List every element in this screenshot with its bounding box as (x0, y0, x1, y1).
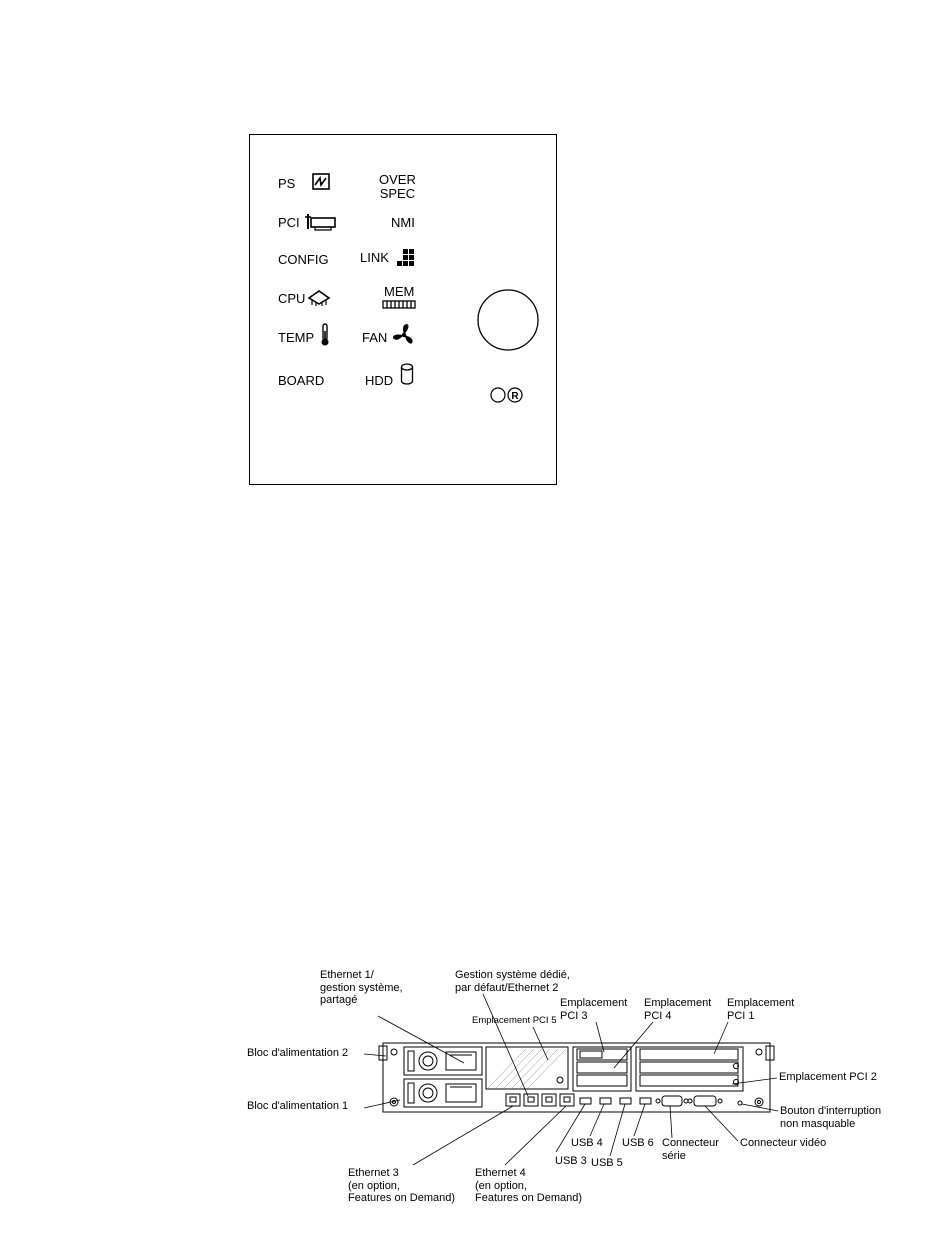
label-board: BOARD (278, 373, 325, 388)
callout-pci-4 (644, 997, 711, 1022)
pci-slot-1 (640, 1049, 738, 1060)
callout-power-supply-2: Bloc d'alimentation 2 (247, 1047, 349, 1059)
power-supply-2 (404, 1047, 482, 1075)
callout-gestion-line2: par défaut/Ethernet 2 (455, 981, 559, 994)
pci-slot-5 (486, 1047, 568, 1089)
callout-video-connector: Connecteur vidéo (740, 1137, 827, 1149)
callout-pci-3-line2: PCI 3 (560, 1009, 588, 1022)
label-config: CONFIG (278, 252, 329, 267)
callout-ethernet-1-line3: partagé (320, 994, 358, 1006)
leader-video (705, 1106, 738, 1141)
pci-card-icon (304, 213, 338, 231)
diagnostics-panel (249, 134, 557, 485)
ethernet-4-port (560, 1094, 574, 1106)
callout-serial-line1: Connecteur (662, 1137, 719, 1149)
pci-slot-4 (577, 1062, 627, 1073)
callout-power-supply-1: Bloc d'alimentation 1 (247, 1100, 349, 1112)
svg-text:R: R (511, 391, 519, 402)
callout-serial-connector (662, 1137, 719, 1162)
leader-psu2 (364, 1054, 386, 1056)
pci-slot-3 (577, 1049, 627, 1060)
reminder-led-icon (490, 385, 526, 405)
leader-pci4 (614, 1022, 653, 1068)
callout-pci-4-line2: PCI 4 (644, 1009, 672, 1022)
label-ps: PS (278, 176, 296, 191)
leader-pci5 (533, 1027, 548, 1060)
callout-pci-2: Emplacement PCI 2 (779, 1071, 877, 1083)
nmi-button (738, 1101, 742, 1105)
callout-pci-5: Emplacement PCI 5 (472, 1015, 557, 1026)
leader-serial (670, 1106, 672, 1138)
label-fan: FAN (362, 330, 388, 345)
callout-ethernet-4-line2: (en option, (475, 1179, 527, 1192)
callout-usb-5: USB 5 (591, 1157, 623, 1169)
network-link-icon (396, 248, 416, 268)
callout-serial-line2: série (662, 1149, 686, 1162)
callout-ethernet-4-line1: Ethernet 4 (475, 1167, 526, 1179)
label-link: LINK (360, 250, 389, 265)
hard-drive-icon (400, 363, 414, 385)
callout-nmi-line2: non masquable (780, 1117, 856, 1130)
ethernet-1-port (524, 1094, 538, 1106)
label-over: OVER (379, 172, 416, 187)
chassis-outline (383, 1043, 770, 1112)
callout-gestion-systeme (455, 969, 570, 994)
leader-eth3 (413, 1106, 513, 1165)
callout-ethernet-3-line1: Ethernet 3 (348, 1167, 399, 1179)
callout-ethernet-3 (348, 1167, 455, 1205)
label-mem: MEM (384, 284, 415, 299)
callout-pci-1 (727, 997, 794, 1022)
leader-pci2 (732, 1078, 777, 1084)
leader-usb4 (590, 1104, 604, 1136)
usb-5-port (620, 1098, 631, 1104)
serial-connector (662, 1096, 682, 1106)
usb-6-port (640, 1098, 651, 1104)
light-path-button[interactable] (476, 288, 540, 352)
thermometer-icon (320, 323, 330, 347)
label-pci: PCI (278, 215, 300, 230)
leader-pci1 (714, 1022, 728, 1054)
callout-nmi-line1: Bouton d'interruption (780, 1105, 882, 1117)
callout-ethernet-1-line2: gestion système, (320, 981, 403, 994)
fan-icon (392, 323, 416, 347)
callout-ethernet-3-line3: Features on Demand) (348, 1192, 455, 1204)
label-cpu: CPU (278, 291, 306, 306)
cpu-icon (307, 288, 331, 306)
callout-ethernet-1-line1: Ethernet 1/ (320, 969, 374, 981)
callout-pci-1-line2: PCI 1 (727, 1009, 755, 1022)
power-supply-icon (312, 173, 330, 191)
leader-eth1 (378, 1016, 464, 1063)
callout-usb-6: USB 6 (622, 1137, 654, 1149)
callout-pci-3-line1: Emplacement (560, 997, 628, 1009)
callout-usb-3: USB 3 (555, 1155, 587, 1167)
leader-usb6 (634, 1104, 645, 1136)
callout-pci-4-line1: Emplacement (644, 997, 712, 1009)
memory-dimm-icon (382, 300, 416, 310)
label-over-spec (379, 173, 416, 201)
label-spec: SPEC (379, 186, 416, 201)
leader-pci3 (596, 1022, 604, 1052)
usb-3-port (580, 1098, 591, 1104)
label-temp: TEMP (278, 330, 315, 345)
label-hdd: HDD (365, 373, 394, 388)
pci-slot-2 (640, 1075, 738, 1086)
callout-ethernet-1 (320, 969, 403, 1007)
callout-pci-1-line1: Emplacement (727, 997, 795, 1009)
callout-nmi-button (780, 1105, 881, 1130)
callout-usb-4: USB 4 (571, 1137, 603, 1149)
callout-ethernet-4 (475, 1167, 582, 1205)
callout-ethernet-4-line3: Features on Demand) (475, 1192, 582, 1204)
leader-gestion (483, 994, 528, 1096)
callout-gestion-line1: Gestion système dédié, (455, 969, 570, 981)
callout-ethernet-3-line2: (en option, (348, 1179, 400, 1192)
leader-psu1 (364, 1100, 400, 1108)
leader-nmi (742, 1104, 778, 1111)
label-nmi: NMI (391, 215, 415, 230)
power-supply-1 (404, 1079, 482, 1107)
callout-pci-3 (560, 997, 627, 1022)
usb-4-port (600, 1098, 611, 1104)
ethernet-2-port (542, 1094, 556, 1106)
video-connector (694, 1096, 716, 1106)
ethernet-3-port (506, 1094, 520, 1106)
